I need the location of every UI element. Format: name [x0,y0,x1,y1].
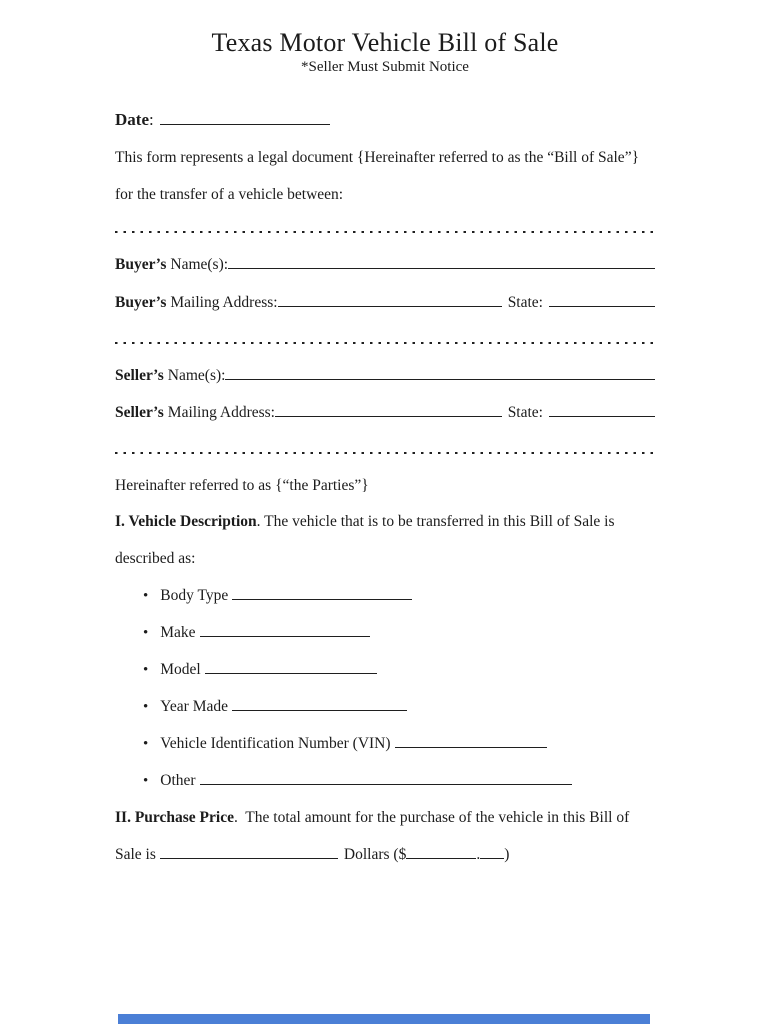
dashed-separator [115,342,655,344]
other-field[interactable] [200,779,572,785]
seller-label: Seller’s [115,367,164,384]
close-paren: ) [504,846,510,863]
section-1-heading-row [115,513,655,531]
buyer-address-field[interactable] [278,301,502,307]
buyer-address-label: Mailing Address: [170,294,278,311]
section-2-heading: II. Purchase Price [115,809,234,826]
purchase-amount-field[interactable] [406,853,476,859]
model-label: Model [160,661,201,678]
buyer-name-row [115,256,655,274]
list-item [115,587,655,605]
dashed-separator [115,231,655,233]
date-colon: : [148,110,154,129]
date-field[interactable] [160,119,330,125]
list-item [115,624,655,642]
intro-line-1: This form represents a legal document {Hereinafter referred to as the “Bill of Sale”} [115,149,640,166]
seller-name-field[interactable] [225,374,655,380]
buyer-name-field[interactable] [228,263,655,269]
section-1-line-2: described as: [115,550,196,567]
date-row [115,110,655,130]
year-made-label: Year Made [160,698,228,715]
vin-field[interactable] [395,742,547,748]
body-type-field[interactable] [232,594,412,600]
section-1-heading-rest: . The vehicle that is to be transferred in this Bill of Sale is [256,513,615,530]
other-label: Other [160,772,196,789]
sale-is-label: Sale is [115,846,156,863]
seller-name-label: Name(s): [167,367,226,384]
make-label: Make [160,624,196,641]
purchase-price-row [115,846,655,864]
seller-address-row [115,404,655,422]
list-item [115,698,655,716]
list-item [115,772,655,790]
buyer-label-2: Buyer’s [115,294,167,311]
parties-note: Hereinafter referred to as {“the Parties”} [115,477,369,494]
bullet-icon: • [143,773,149,789]
form-subtitle: *Seller Must Submit Notice [301,59,469,75]
seller-label-2: Seller’s [115,404,164,421]
model-field[interactable] [205,668,377,674]
bullet-icon: • [143,625,149,641]
buyer-name-label: Name(s): [170,256,229,273]
list-item [115,735,655,753]
list-item [115,661,655,679]
decimal-point: . [476,846,481,863]
buyer-state-field[interactable] [549,301,655,307]
body-type-label: Body Type [160,587,229,604]
bottom-blue-bar[interactable] [118,1014,650,1024]
buyer-state-label: State: [507,294,543,311]
buyer-label: Buyer’s [115,256,167,273]
dashed-separator [115,452,655,454]
bullet-icon: • [143,736,149,752]
section-2-heading-rest: . The total amount for the purchase of the vehicle in this Bill of [233,809,630,826]
section-1-heading: I. Vehicle Description [115,513,257,530]
seller-address-label: Mailing Address: [167,404,275,421]
make-field[interactable] [200,631,370,637]
vin-label: Vehicle Identification Number (VIN) [160,735,391,752]
section-2-heading-row [115,809,655,827]
year-made-field[interactable] [232,705,407,711]
form-title: Texas Motor Vehicle Bill of Sale [211,28,559,57]
dollars-label: Dollars ($ [343,846,407,863]
seller-address-field[interactable] [275,411,502,417]
bullet-icon: • [143,662,149,678]
date-label: Date [115,110,149,129]
seller-state-field[interactable] [549,411,655,417]
bullet-icon: • [143,588,149,604]
purchase-amount-words-field[interactable] [160,853,338,859]
seller-name-row [115,367,655,385]
intro-line-2: for the transfer of a vehicle between: [115,186,344,203]
bullet-icon: • [143,699,149,715]
seller-state-label: State: [507,404,543,421]
buyer-address-row [115,294,655,312]
cents-field[interactable] [480,853,504,859]
